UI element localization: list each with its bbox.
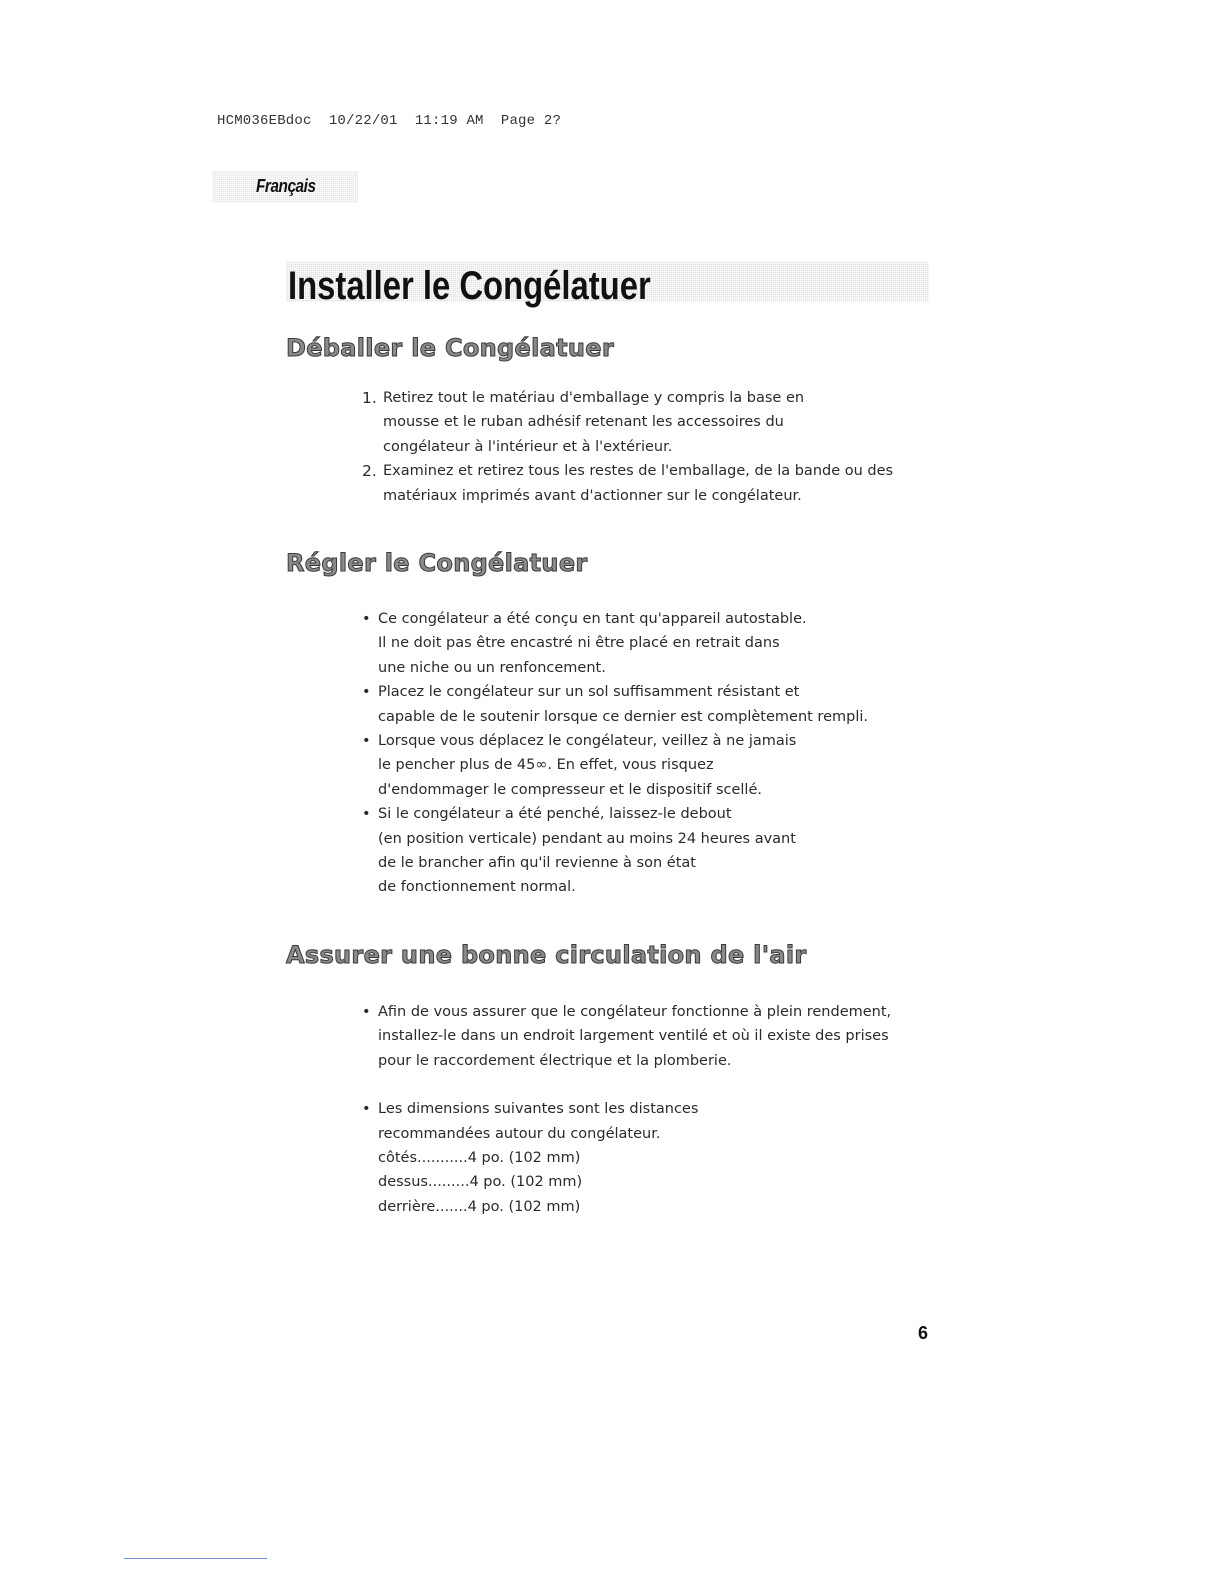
clearance-back: derrière.......4 po. (102 mm): [378, 1198, 581, 1215]
section-heading-airflow: Assurer une bonne circulation de l'air: [286, 941, 807, 969]
text-line: Il ne doit pas être encastré ni être placé en retrait dans: [378, 635, 780, 652]
language-label: Français: [256, 176, 316, 196]
text-line: recommandées autour du congélateur.: [378, 1125, 661, 1142]
clearance-sides: côtés...........4 po. (102 mm): [378, 1150, 581, 1167]
text-line: congélateur à l'intérieur et à l'extérieur.: [383, 438, 673, 455]
spacer: [362, 1073, 891, 1097]
text-line: capable de le soutenir lorsque ce dernier est complètement rempli.: [378, 708, 868, 725]
text-line: d'endommager le compresseur et le dispositif scellé.: [378, 781, 762, 798]
list-item: [362, 1097, 891, 1219]
step-number: 1.: [362, 389, 377, 407]
list-item: [362, 680, 868, 729]
bullet: •: [362, 1101, 371, 1118]
text-line: pour le raccordement électrique et la plomberie.: [378, 1052, 732, 1069]
footnote-divider: [124, 1558, 267, 1559]
text-line: de fonctionnement normal.: [378, 879, 576, 896]
unpack-steps: [362, 386, 893, 508]
bullet: •: [362, 684, 371, 701]
text-line: Les dimensions suivantes sont les distances: [378, 1101, 699, 1118]
text-line: Lorsque vous déplacez le congélateur, veillez à ne jamais: [378, 733, 797, 750]
text-line: Si le congélateur a été penché, laissez-le debout: [378, 806, 732, 823]
clearance-top: dessus.........4 po. (102 mm): [378, 1174, 583, 1191]
list-item: [362, 802, 868, 900]
page-title: Installer le Congélatuer: [288, 264, 651, 308]
list-item: [362, 607, 868, 680]
language-tab: [212, 171, 358, 203]
airflow-list: [362, 1000, 891, 1219]
section-heading-unpack: Déballer le Congélatuer: [286, 334, 614, 362]
list-item: [362, 386, 893, 459]
text-line: installez-le dans un endroit largement ventilé et où il existe des prises: [378, 1028, 889, 1045]
bullet: •: [362, 1004, 371, 1020]
text-line: matériaux imprimés avant d'actionner sur le congélateur.: [383, 487, 802, 504]
bullet: •: [362, 611, 371, 627]
page-number: 6: [918, 1323, 929, 1343]
text-line: une niche ou un renfoncement.: [378, 659, 606, 676]
bullet: •: [362, 806, 371, 823]
text-line: mousse et le ruban adhésif retenant les accessoires du: [383, 414, 784, 431]
bullet: •: [362, 733, 371, 750]
text-line: Retirez tout le matériau d'emballage y compris la base en: [383, 390, 805, 406]
section-heading-setup: Régler le Congélatuer: [286, 549, 588, 577]
text-line: de le brancher afin qu'il revienne à son état: [378, 855, 696, 872]
text-line: (en position verticale) pendant au moins 24 heures avant: [378, 830, 796, 847]
text-line: Ce congélateur a été conçu en tant qu'appareil autostable.: [378, 611, 807, 627]
list-item: [362, 729, 868, 802]
step-number: 2.: [362, 462, 377, 481]
setup-list: [362, 607, 868, 900]
text-line: Afin de vous assurer que le congélateur fonctionne à plein rendement,: [378, 1004, 892, 1020]
list-item: [362, 459, 893, 508]
text-line: Examinez et retirez tous les restes de l'emballage, de la bande ou des: [383, 463, 894, 480]
text-line: Placez le congélateur sur un sol suffisamment résistant et: [378, 684, 800, 701]
text-line: le pencher plus de 45∞. En effet, vous risquez: [378, 757, 714, 774]
file-header: HCM036EBdoc 10/22/01 11:19 AM Page 2?: [217, 113, 562, 129]
list-item: [362, 1000, 891, 1073]
